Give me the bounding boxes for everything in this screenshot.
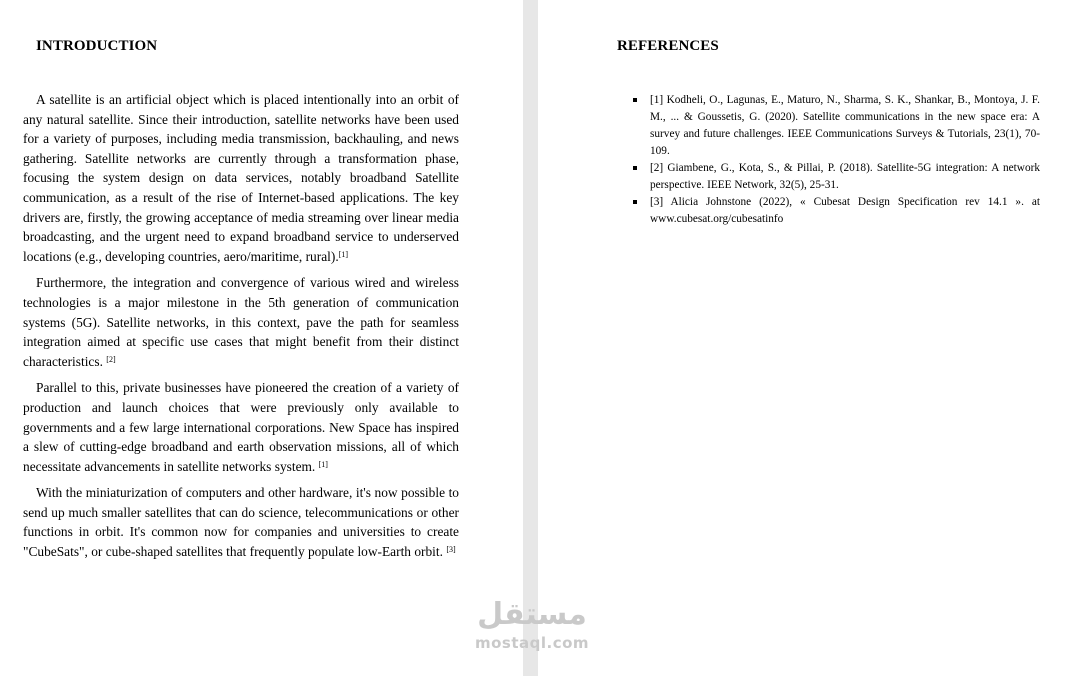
paragraph-text: With the miniaturization of computers and other hardware, it's now possible to send up much smaller satellites that can do science, telecommunications or other functions in orbit. It's common now for companies and universities to create "CubeSats", or cube-shaped satellites that frequently populate low-Earth orbit.: [23, 485, 459, 560]
list-item: [633, 92, 1040, 160]
bullet-icon: [633, 166, 637, 170]
paragraph: [23, 483, 459, 561]
reference-text: [3] Alicia Johnstone (2022), « Cubesat Design Specification rev 14.1 ». at www.cubesat.org/cubesatinfo: [650, 196, 1040, 225]
page-references: [538, 0, 1065, 676]
introduction-body: [23, 90, 459, 569]
paragraph: [23, 90, 459, 266]
paragraph: [23, 378, 459, 476]
paragraph-text: Furthermore, the integration and convergence of various wired and wireless technologies is a major milestone in the 5th generation of communication systems (5G). Satellite networks, in this context, pave the path for seamless integration aimed at specific use cases that might benefit from their distinct characteristics.: [23, 275, 459, 369]
citation-marker: [1]: [318, 459, 328, 469]
watermark-latin-text: mostaql.com: [474, 634, 590, 652]
page-introduction: [0, 0, 523, 676]
paragraph: [23, 273, 459, 371]
watermark-arabic-text: مستقل: [477, 597, 587, 632]
page-title: REFERENCES: [617, 38, 719, 54]
bullet-icon: [633, 200, 637, 204]
citation-marker: [2]: [106, 354, 116, 364]
reference-list: [633, 92, 1040, 228]
paragraph-text: A satellite is an artificial object which is placed intentionally into an orbit of any natural satellite. Since their introduction, satellite networks have been used for a variety of purposes, including media transmission, backhauling, and news gathering. Satellite networks are currently through a transformation phase, focusing the system design on data services, notably broadband Satellite communication, as a result of the rise of Internet-based applications. The key drivers are, firstly, the growing acceptance of media streaming over linear media broadcasting, and the urgent need to expand broadband service to underserved locations (e.g., developing countries, aero/maritime, rural).: [23, 92, 459, 264]
citation-marker: [1]: [338, 249, 349, 259]
watermark-logo: [462, 596, 602, 652]
bullet-icon: [633, 98, 637, 102]
citation-marker: [3]: [446, 545, 456, 555]
list-item: [633, 160, 1040, 194]
reference-text: [2] Giambene, G., Kota, S., & Pillai, P. (2018). Satellite-5G integration: A network perspective. IEEE Network, 32(5), 25-31.: [650, 162, 1040, 191]
reference-text: [1] Kodheli, O., Lagunas, E., Maturo, N., Sharma, S. K., Shankar, B., Montoya, J. F. M., ... & Goussetis, G. (2020). Satellite communications in the new space era: A survey and future challenges. IEEE Communications Surveys & Tutorials, 23(1), 70-109.: [650, 94, 1040, 157]
page-title: INTRODUCTION: [36, 38, 158, 54]
paragraph-text: Parallel to this, private businesses have pioneered the creation of a variety of production and launch choices that were previously only available to governments and a few large international corporations. New Space has inspired a slew of cutting-edge broadband and earth observation missions, all of which necessitate advancements in satellite networks system.: [23, 380, 459, 474]
list-item: [633, 194, 1040, 228]
